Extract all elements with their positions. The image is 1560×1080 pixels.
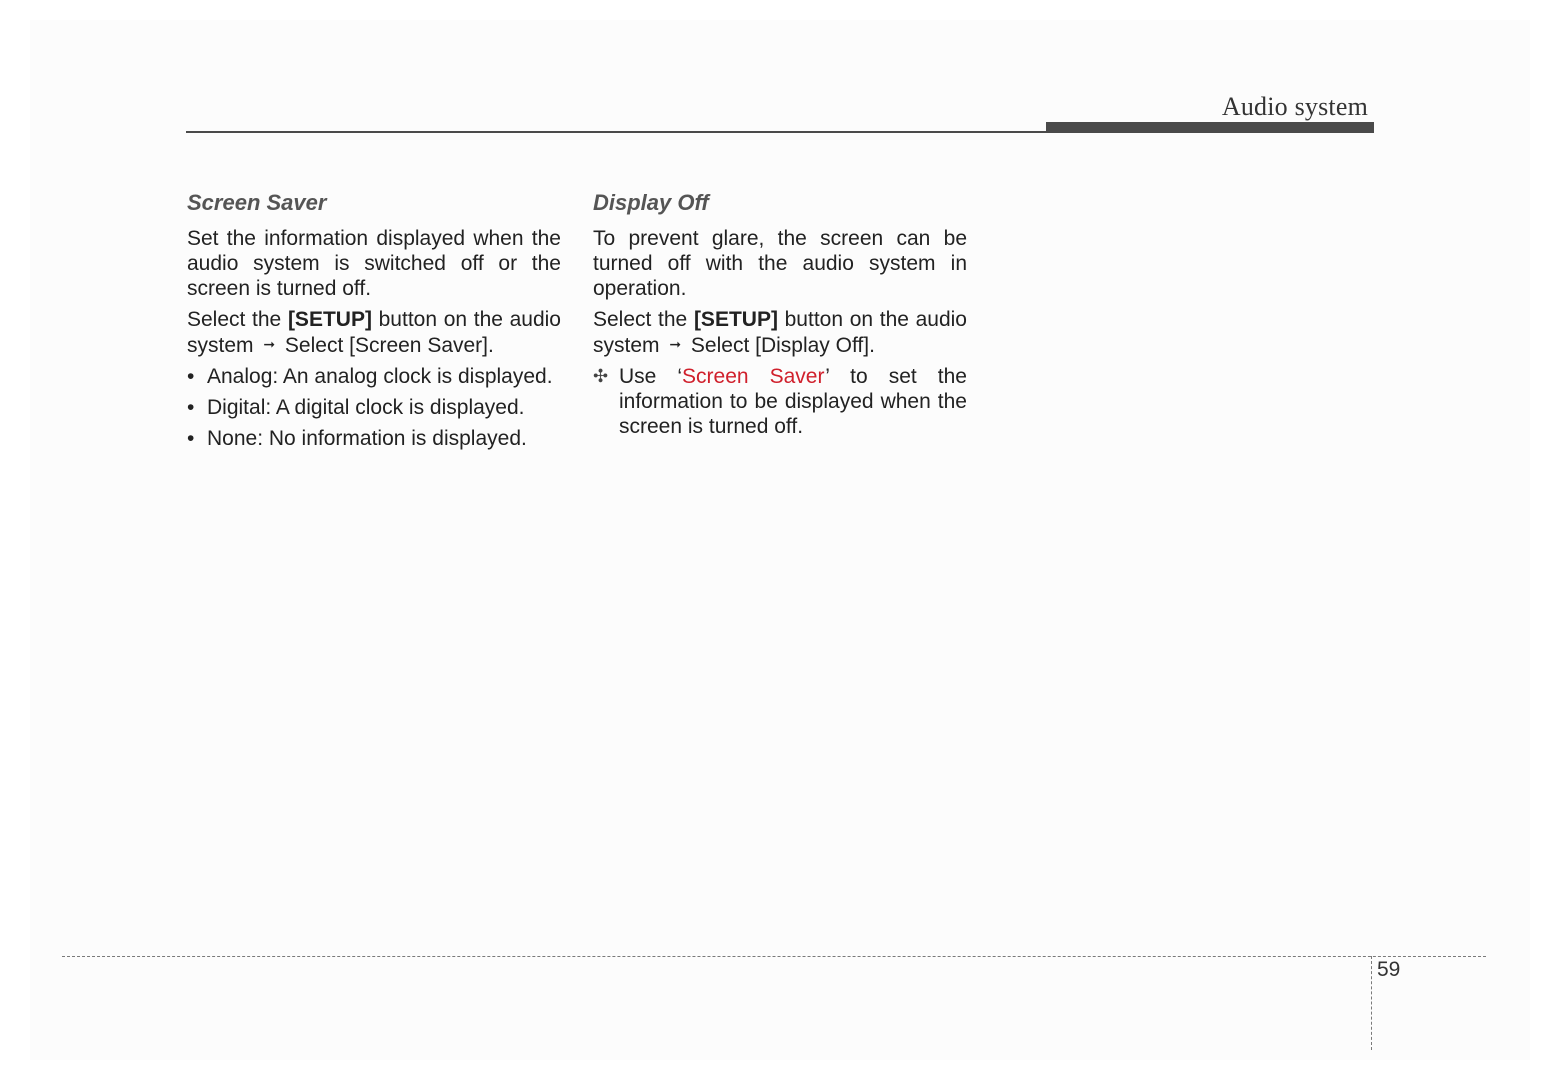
instruction-text: Select [Display Off]. xyxy=(685,334,875,357)
instruction-text: Select [Screen Saver]. xyxy=(279,334,494,357)
page-number: 59 xyxy=(1377,958,1401,981)
setup-button-label: [SETUP] xyxy=(693,308,778,331)
screen-saver-heading: Screen Saver xyxy=(187,190,327,215)
screen-saver-description: Set the information displayed when the audio system is switched off or the screen is turned off. xyxy=(187,227,561,300)
footer-vertical-divider xyxy=(1371,956,1372,1050)
instruction-text: button on the audio system xyxy=(593,308,967,357)
manual-page xyxy=(30,20,1530,1060)
instruction-text: button on the audio system xyxy=(187,308,561,357)
display-off-heading: Display Off xyxy=(593,190,709,215)
note-text: ’ to set the information to be displayed when the screen is turned off. xyxy=(619,365,967,438)
screen-saver-options-list xyxy=(187,364,561,451)
arrow-right-icon: ➞ xyxy=(669,336,682,352)
display-off-instruction xyxy=(593,307,967,358)
display-off-column xyxy=(593,188,967,439)
screen-saver-instruction xyxy=(187,307,561,358)
arrow-right-icon: ➞ xyxy=(263,336,276,352)
list-item-digital: • Digital: A digital clock is displayed. xyxy=(187,395,561,420)
section-header-title: Audio system xyxy=(1221,92,1368,121)
screen-saver-column xyxy=(187,188,561,457)
instruction-text: Select the xyxy=(187,308,288,331)
display-off-note xyxy=(593,364,967,439)
screen-saver-reference: Screen Saver xyxy=(682,365,826,388)
instruction-text: Select the xyxy=(593,308,694,331)
note-text: Use ‘ xyxy=(619,365,683,388)
footer-divider xyxy=(62,956,1486,957)
setup-button-label: [SETUP] xyxy=(287,308,372,331)
display-off-description: To prevent glare, the screen can be turned off with the audio system in operation. xyxy=(593,227,967,300)
note-mark-icon: ✣ xyxy=(593,366,609,386)
list-item-none: • None: No information is displayed. xyxy=(187,426,561,451)
header-accent-bar xyxy=(1046,122,1374,133)
list-item-analog: • Analog: An analog clock is displayed. xyxy=(187,364,561,389)
